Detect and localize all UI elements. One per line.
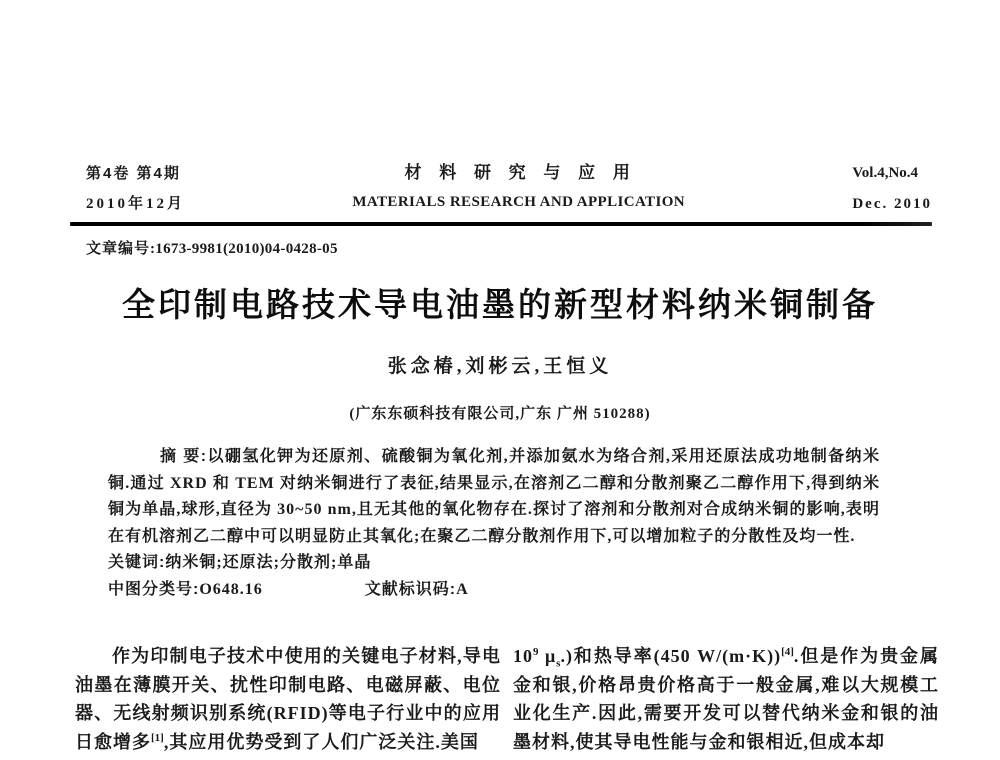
right-paragraph-text-2: .)和热导率(450 W/(m·K)) — [560, 646, 782, 666]
date-en: Dec. 2010 — [852, 196, 932, 212]
right-paragraph-mu: μ — [538, 646, 557, 666]
right-column — [513, 642, 939, 756]
doc-code-label: 文献标识码: — [364, 580, 457, 598]
article-number-value: :1673-9981(2010)04-0428-05 — [150, 241, 338, 257]
body-columns — [75, 642, 939, 756]
abstract-text: 以硼氢化钾为还原剂、硫酸铜为氧化剂,并添加氨水为络合剂,采用还原法成功地制备纳米铜.通过 XRD 和 TEM 对纳米铜进行了表征,结果显示,在溶剂乙二醇和分散剂聚乙二醇作用下,得到纳米铜为单晶,球形,直径为 30~50 nm,且无其他的氧化物存在.探讨了溶剂和分散剂对合成纳米铜的影响,表明在有机溶剂乙二醇中可以明显防止其氧化;在聚乙二醇分散剂作用下,可以增加粒子的分散性及均一性. — [108, 448, 880, 545]
affiliation-line: (广东东硕科技有限公司,广东 广州 510288) — [349, 406, 651, 422]
journal-header — [86, 158, 932, 220]
authors-line: 张念椿,刘彬云,王恒义 — [387, 356, 613, 377]
header-volume-block — [852, 158, 932, 220]
classification-line — [108, 577, 880, 604]
clc-value: O648.16 — [199, 580, 263, 598]
left-column-paragraph — [75, 642, 501, 756]
reference-superscript-1: [1] — [151, 731, 164, 744]
journal-title-en: MATERIALS RESEARCH AND APPLICATION — [352, 194, 686, 210]
keywords-text: 纳米铜;还原法;分散剂;单晶 — [165, 554, 372, 571]
article-title: 全印制电路技术导电油墨的新型材料纳米铜制备 — [122, 286, 878, 323]
right-paragraph-text-3: .但是作为贵金属金和银,价格昂贵价格高于一般金属,难以大规模工业化生产.因此,需要开发可以替代纳米金和银的油墨材料,使其导电性能与金和银相近,但成本却 — [513, 646, 939, 752]
clc-label: 中图分类号: — [108, 580, 200, 598]
keywords-label: 关键词: — [108, 554, 166, 571]
abstract-label: 摘 要: — [160, 448, 208, 465]
doc-code-value: A — [456, 580, 469, 598]
article-number-label: 文章编号 — [86, 240, 151, 257]
left-column — [75, 642, 501, 756]
journal-title-cn: 材 料 研 究 与 应 用 — [404, 163, 633, 182]
keywords-line — [108, 550, 880, 577]
reference-superscript-4: [4] — [781, 646, 794, 658]
abstract-paragraph — [108, 444, 880, 550]
header-divider-rule — [70, 222, 932, 226]
exponent-superscript: 9 — [533, 646, 539, 658]
article-number-line — [86, 237, 338, 258]
issue-volume-cn: 第4卷 第4期 — [86, 165, 181, 182]
mu-subscript: s — [556, 657, 561, 670]
left-paragraph-text-cont: ,其应用优势受到了人们广泛关注.美国 — [163, 731, 479, 752]
volume-en: Vol.4,No.4 — [852, 165, 919, 181]
abstract-section — [108, 444, 880, 603]
journal-title-block — [352, 158, 685, 217]
right-paragraph-text: 10 — [513, 646, 533, 666]
header-issue-block — [86, 158, 185, 220]
issue-date-cn: 2010年12月 — [86, 196, 186, 212]
left-paragraph-text: 作为印制电子技术中使用的关键电子材料,导电油墨在薄膜开关、扰性印制电路、电磁屏蔽、电位器、无线射频识别系统(RFID)等电子行业中的应用日愈增多 — [75, 646, 501, 752]
right-column-paragraph — [513, 642, 939, 756]
